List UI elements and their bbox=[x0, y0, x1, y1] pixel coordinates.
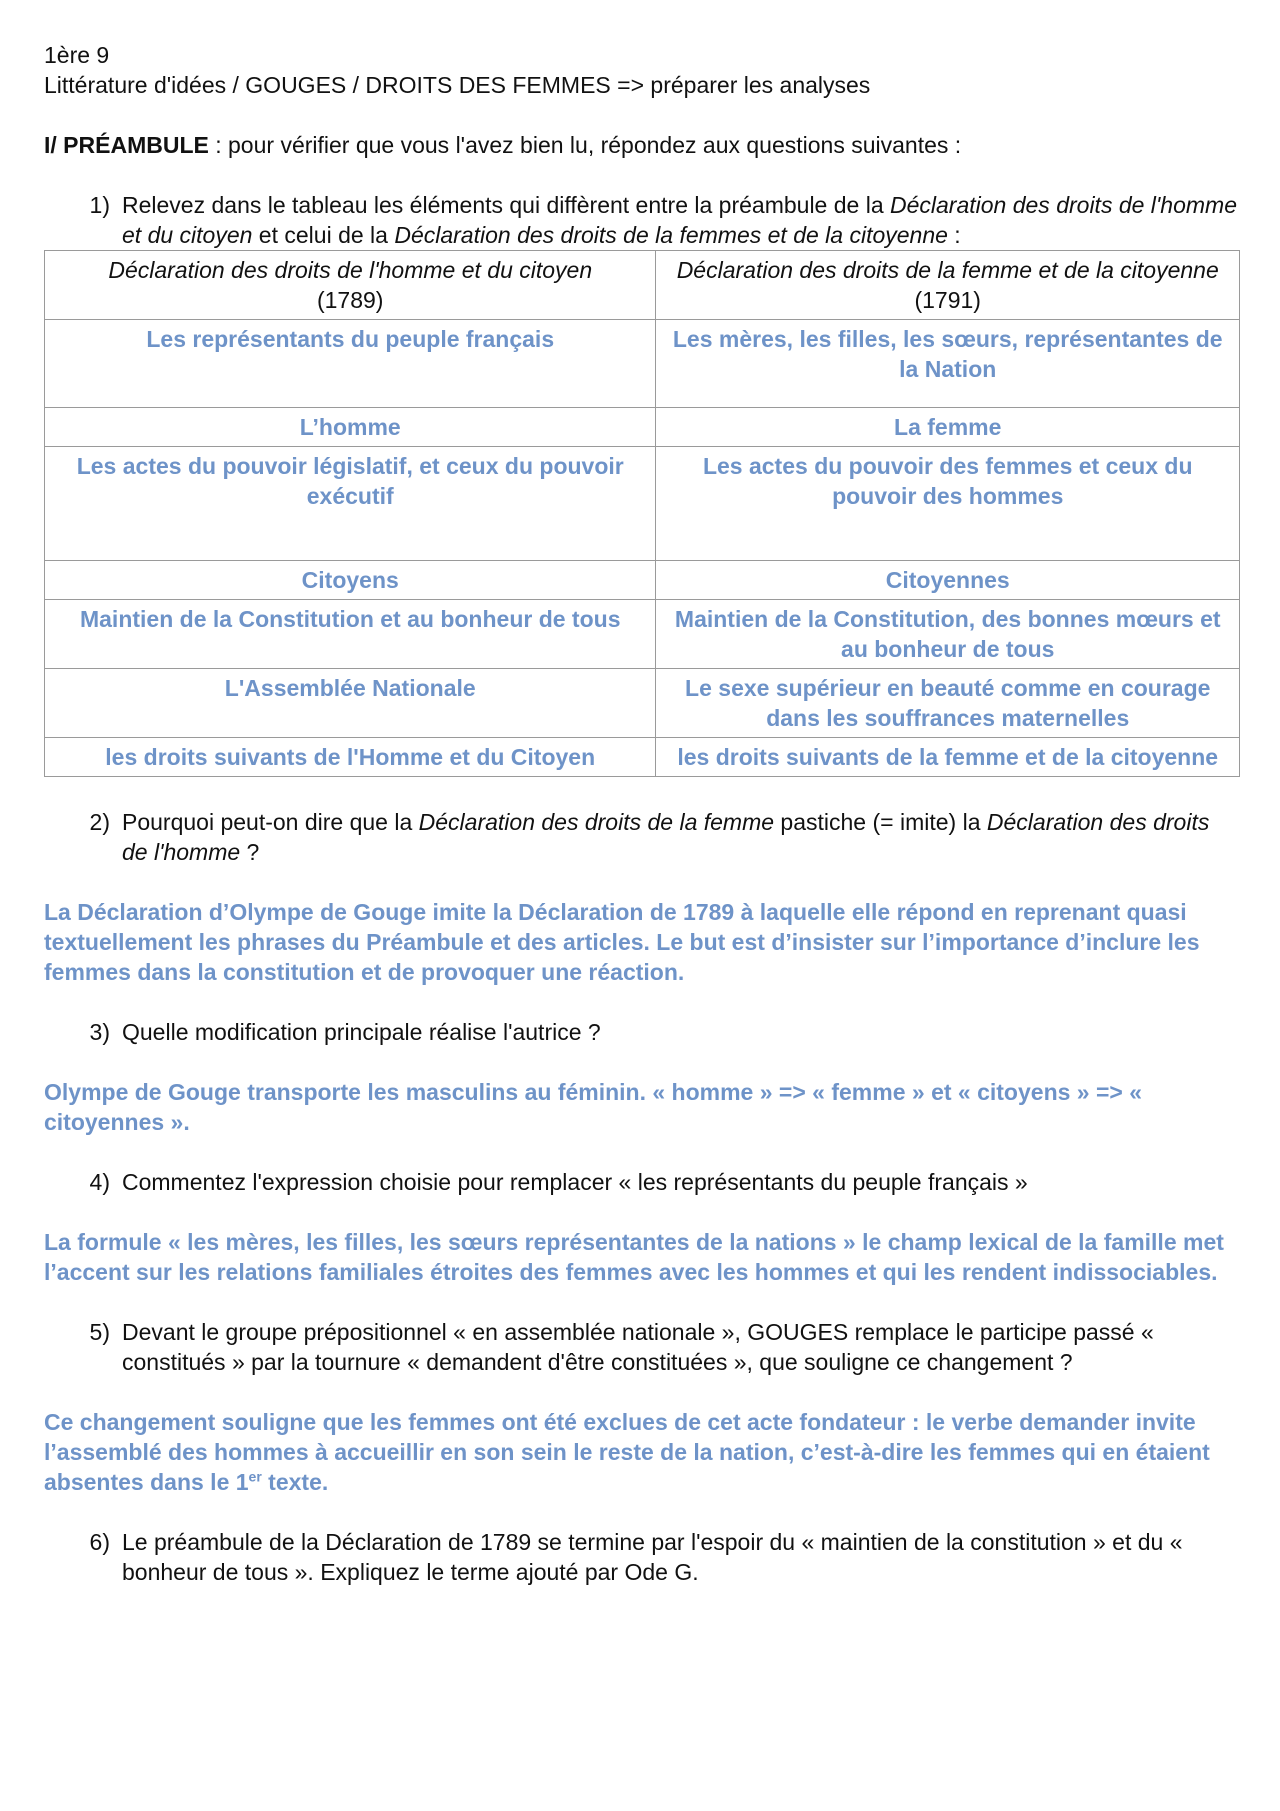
table-cell-1789: Citoyens bbox=[45, 561, 656, 600]
table-row bbox=[45, 320, 1240, 408]
section-title: I/ PRÉAMBULE bbox=[44, 132, 209, 158]
question-5 bbox=[44, 1317, 1240, 1377]
question-text: Pourquoi peut-on dire que la Déclaration des droits de la femme pastiche (= imite) la Déclaration des droits de l'homme ? bbox=[122, 809, 1210, 865]
answer-4: La formule « les mères, les filles, les sœurs représentantes de la nations » le champ lexical de la famille met l’accent sur les relations familiales étroites des femmes avec les hommes et qui les rendent indissociables. bbox=[44, 1229, 1224, 1285]
question-number: 5) bbox=[89, 1319, 110, 1345]
table-cell-1791: Les mères, les filles, les sœurs, représentantes de la Nation bbox=[656, 320, 1240, 408]
table-cell-1791: Le sexe supérieur en beauté comme en courage dans les souffrances maternelles bbox=[656, 669, 1240, 738]
subject-line: Littérature d'idées / GOUGES / DROITS DES FEMMES => préparer les analyses bbox=[44, 72, 871, 98]
question-text: Devant le groupe prépositionnel « en assemblée nationale », GOUGES remplace le participe passé « constitués » par la tournure « demandent d'être constituées », que souligne ce changement ? bbox=[122, 1319, 1154, 1375]
question-1 bbox=[44, 190, 1240, 250]
question-number: 2) bbox=[89, 809, 110, 835]
answer-2: La Déclaration d’Olympe de Gouge imite la Déclaration de 1789 à laquelle elle répond en reprenant quasi textuellement les phrases du Préambule et des articles. Le but est d’insister sur l’importance d’inclure les femmes dans la constitution et de provoquer une réaction. bbox=[44, 899, 1200, 985]
answer-5: Ce changement souligne que les femmes ont été exclues de cet acte fondateur : le verbe demander invite l’assemblé des hommes à accueillir en son sein le reste de la nation, c’est-à-dire les femmes qui en étaient absentes dans le 1er texte. bbox=[44, 1409, 1210, 1495]
table-cell-1789: L’homme bbox=[45, 408, 656, 447]
table-cell-1791: Maintien de la Constitution, des bonnes mœurs et au bonheur de tous bbox=[656, 600, 1240, 669]
question-number: 4) bbox=[89, 1169, 110, 1195]
table-cell-1791: Citoyennes bbox=[656, 561, 1240, 600]
table-cell-1789: L'Assemblée Nationale bbox=[45, 669, 656, 738]
table-row bbox=[45, 669, 1240, 738]
table-row bbox=[45, 600, 1240, 669]
question-number: 3) bbox=[89, 1019, 110, 1045]
question-number: 1) bbox=[89, 192, 110, 218]
answer-3: Olympe de Gouge transporte les masculins au féminin. « homme » => « femme » et « citoyens » => « citoyennes ». bbox=[44, 1079, 1143, 1135]
section-intro: : pour vérifier que vous l'avez bien lu, répondez aux questions suivantes : bbox=[208, 132, 962, 158]
table-cell-1791: Les actes du pouvoir des femmes et ceux du pouvoir des hommes bbox=[656, 447, 1240, 561]
table-row bbox=[45, 447, 1240, 561]
question-4 bbox=[44, 1167, 1240, 1197]
superscript: er bbox=[248, 1468, 262, 1485]
header-cell-1789: Déclaration des droits de l'homme et du citoyen (1789) bbox=[45, 251, 656, 320]
table-row bbox=[45, 408, 1240, 447]
question-6 bbox=[44, 1527, 1240, 1587]
table-cell-1789: Les représentants du peuple français bbox=[45, 320, 656, 408]
question-text: Relevez dans le tableau les éléments qui diffèrent entre la préambule de la Déclaration des droits de l'homme et du citoyen et celui de la Déclaration des droits de la femmes et de la citoyenne : bbox=[122, 192, 1237, 248]
table-row bbox=[45, 738, 1240, 777]
question-text: Quelle modification principale réalise l'autrice ? bbox=[122, 1019, 601, 1045]
section-heading bbox=[44, 130, 1240, 160]
table-cell-1789: les droits suivants de l'Homme et du Citoyen bbox=[45, 738, 656, 777]
question-2 bbox=[44, 807, 1240, 867]
table-cell-1791: les droits suivants de la femme et de la citoyenne bbox=[656, 738, 1240, 777]
table-cell-1791: La femme bbox=[656, 408, 1240, 447]
question-text: Le préambule de la Déclaration de 1789 se termine par l'espoir du « maintien de la constitution » et du « bonheur de tous ». Expliquez le terme ajouté par Ode G. bbox=[122, 1529, 1183, 1585]
class-label: 1ère 9 bbox=[44, 42, 110, 68]
table-cell-1789: Maintien de la Constitution et au bonheur de tous bbox=[45, 600, 656, 669]
question-3 bbox=[44, 1017, 1240, 1047]
table-cell-1789: Les actes du pouvoir législatif, et ceux du pouvoir exécutif bbox=[45, 447, 656, 561]
comparison-table bbox=[44, 250, 1240, 777]
document-page bbox=[44, 40, 1240, 1587]
question-number: 6) bbox=[89, 1529, 110, 1555]
table-row bbox=[45, 561, 1240, 600]
header-cell-1791: Déclaration des droits de la femme et de la citoyenne (1791) bbox=[656, 251, 1240, 320]
table-header-row bbox=[45, 251, 1240, 320]
question-text: Commentez l'expression choisie pour remplacer « les représentants du peuple français » bbox=[122, 1169, 1028, 1195]
